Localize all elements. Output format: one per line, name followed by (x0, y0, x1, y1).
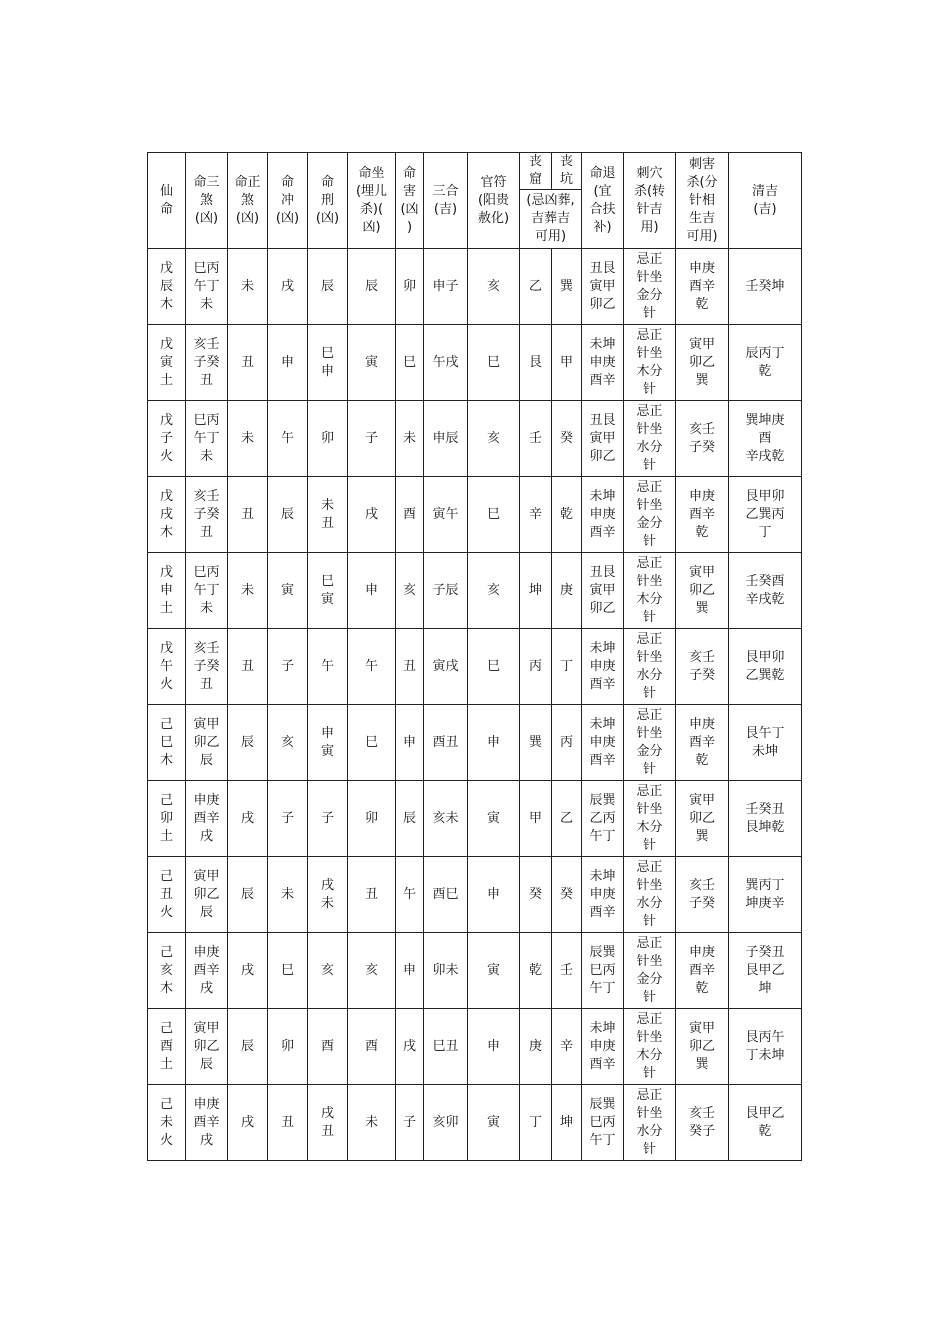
cell-xing: 巳 申 (308, 325, 348, 401)
cell-sang-keng: 辛 (552, 1009, 582, 1085)
cell-zuo: 戌 (348, 477, 396, 553)
cell-sang-keng: 坤 (552, 1085, 582, 1161)
table-row (148, 401, 802, 477)
cell-sang-keng: 庚 (552, 553, 582, 629)
cell-xianming: 己 亥 木 (148, 933, 186, 1009)
cell-san-he: 申辰 (424, 401, 468, 477)
cell-qing-ji: 艮甲乙 乾 (729, 1085, 802, 1161)
cell-sang-keng: 乙 (552, 781, 582, 857)
cell-hai: 未 (396, 401, 424, 477)
cell-san-sha: 亥壬 子癸 丑 (186, 629, 228, 705)
cell-chong: 卯 (268, 1009, 308, 1085)
cell-san-sha: 申庚 酉辛 戌 (186, 1085, 228, 1161)
cell-zheng-sha: 戌 (228, 781, 268, 857)
cell-zheng-sha: 戌 (228, 933, 268, 1009)
cell-zheng-sha: 戌 (228, 1085, 268, 1161)
cell-qing-ji: 巽丙丁 坤庚辛 (729, 857, 802, 933)
cell-ci-xue: 忌正 针坐 金分 针 (624, 249, 676, 325)
header-xianming: 仙 命 (148, 153, 186, 249)
header-sang-keng: 丧 坑 (552, 153, 582, 190)
cell-qing-ji: 辰丙丁 乾 (729, 325, 802, 401)
cell-zuo: 巳 (348, 705, 396, 781)
cell-sang-ku: 乾 (520, 933, 552, 1009)
cell-ci-xue: 忌正 针坐 金分 针 (624, 477, 676, 553)
cell-zuo: 辰 (348, 249, 396, 325)
cell-qing-ji: 艮丙午 丁未坤 (729, 1009, 802, 1085)
table-row (148, 1085, 802, 1161)
cell-san-sha: 申庚 酉辛 戌 (186, 781, 228, 857)
cell-xing: 戌 未 (308, 857, 348, 933)
cell-xianming: 己 丑 火 (148, 857, 186, 933)
table-row (148, 629, 802, 705)
cell-ci-hai: 亥壬 癸子 (676, 1085, 729, 1161)
cell-sang-ku: 巽 (520, 705, 552, 781)
cell-tui: 未坤 申庚 酉辛 (582, 857, 624, 933)
cell-san-he: 巳丑 (424, 1009, 468, 1085)
cell-ci-xue: 忌正 针坐 水分 针 (624, 857, 676, 933)
cell-guan-fu: 寅 (468, 1085, 520, 1161)
cell-sang-keng: 壬 (552, 933, 582, 1009)
cell-sang-ku: 壬 (520, 401, 552, 477)
cell-zheng-sha: 辰 (228, 1009, 268, 1085)
cell-guan-fu: 寅 (468, 781, 520, 857)
cell-sang-ku: 丙 (520, 629, 552, 705)
cell-guan-fu: 申 (468, 705, 520, 781)
cell-ci-hai: 申庚 酉辛 乾 (676, 249, 729, 325)
cell-guan-fu: 申 (468, 857, 520, 933)
cell-tui: 丑艮 寅甲 卯乙 (582, 401, 624, 477)
header-ming-xing: 命 刑 (凶) (308, 153, 348, 249)
cell-san-he: 亥未 (424, 781, 468, 857)
cell-ci-xue: 忌正 针坐 木分 针 (624, 1009, 676, 1085)
cell-qing-ji: 艮午丁 未坤 (729, 705, 802, 781)
cell-xing: 卯 (308, 401, 348, 477)
cell-guan-fu: 巳 (468, 477, 520, 553)
cell-zuo: 亥 (348, 933, 396, 1009)
header-ci-xue-sha: 刺穴 杀(转 针吉 用) (624, 153, 676, 249)
cell-san-he: 卯未 (424, 933, 468, 1009)
cell-san-he: 寅戌 (424, 629, 468, 705)
header-guan-fu: 官符 (阳贵 赦化) (468, 153, 520, 249)
cell-xianming: 己 酉 土 (148, 1009, 186, 1085)
cell-tui: 丑艮 寅甲 卯乙 (582, 553, 624, 629)
cell-zuo: 未 (348, 1085, 396, 1161)
cell-ci-hai: 申庚 酉辛 乾 (676, 933, 729, 1009)
cell-xing: 巳 寅 (308, 553, 348, 629)
cell-san-sha: 巳丙 午丁 未 (186, 401, 228, 477)
header-sang-ku: 丧 窟 (520, 153, 552, 190)
cell-ci-hai: 寅甲 卯乙 巽 (676, 553, 729, 629)
cell-ci-xue: 忌正 针坐 木分 针 (624, 781, 676, 857)
header-ming-zheng-sha: 命正 煞 (凶) (228, 153, 268, 249)
cell-tui: 未坤 申庚 酉辛 (582, 705, 624, 781)
cell-hai: 亥 (396, 553, 424, 629)
cell-zheng-sha: 未 (228, 249, 268, 325)
cell-tui: 辰巽 巳丙 午丁 (582, 933, 624, 1009)
cell-san-he: 子辰 (424, 553, 468, 629)
cell-ci-xue: 忌正 针坐 木分 针 (624, 553, 676, 629)
cell-ci-xue: 忌正 针坐 木分 针 (624, 325, 676, 401)
cell-chong: 丑 (268, 1085, 308, 1161)
cell-xianming: 戊 戌 木 (148, 477, 186, 553)
cell-zuo: 子 (348, 401, 396, 477)
cell-sang-ku: 艮 (520, 325, 552, 401)
cell-xianming: 戊 午 火 (148, 629, 186, 705)
cell-guan-fu: 寅 (468, 933, 520, 1009)
cell-xing: 午 (308, 629, 348, 705)
cell-hai: 酉 (396, 477, 424, 553)
cell-guan-fu: 亥 (468, 553, 520, 629)
header-ming-hai: 命 害 (凶 ) (396, 153, 424, 249)
cell-san-sha: 巳丙 午丁 未 (186, 553, 228, 629)
cell-zuo: 午 (348, 629, 396, 705)
table-row (148, 705, 802, 781)
cell-sang-ku: 癸 (520, 857, 552, 933)
cell-san-sha: 寅甲 卯乙 辰 (186, 857, 228, 933)
cell-xianming: 戊 辰 木 (148, 249, 186, 325)
cell-sang-ku: 庚 (520, 1009, 552, 1085)
cell-ci-hai: 亥壬 子癸 (676, 401, 729, 477)
header-qing-ji: 清吉 (吉) (729, 153, 802, 249)
cell-guan-fu: 巳 (468, 325, 520, 401)
cell-guan-fu: 亥 (468, 249, 520, 325)
cell-chong: 午 (268, 401, 308, 477)
table-row (148, 1009, 802, 1085)
cell-sang-keng: 乾 (552, 477, 582, 553)
cell-tui: 未坤 申庚 酉辛 (582, 1009, 624, 1085)
cell-qing-ji: 壬癸坤 (729, 249, 802, 325)
cell-hai: 巳 (396, 325, 424, 401)
cell-ci-hai: 寅甲 卯乙 巽 (676, 781, 729, 857)
cell-tui: 未坤 申庚 酉辛 (582, 325, 624, 401)
cell-qing-ji: 艮甲卯 乙巽丙 丁 (729, 477, 802, 553)
cell-zheng-sha: 未 (228, 401, 268, 477)
cell-ci-xue: 忌正 针坐 水分 针 (624, 629, 676, 705)
header-san-he: 三合 (吉) (424, 153, 468, 249)
cell-qing-ji: 壬癸酉 辛戌乾 (729, 553, 802, 629)
cell-chong: 戌 (268, 249, 308, 325)
cell-ci-xue: 忌正 针坐 金分 针 (624, 933, 676, 1009)
header-ming-zuo: 命坐 (埋儿 杀)( 凶) (348, 153, 396, 249)
cell-chong: 未 (268, 857, 308, 933)
cell-san-sha: 亥壬 子癸 丑 (186, 477, 228, 553)
cell-zheng-sha: 辰 (228, 857, 268, 933)
cell-san-he: 午戌 (424, 325, 468, 401)
cell-san-sha: 寅甲 卯乙 辰 (186, 705, 228, 781)
cell-san-he: 酉巳 (424, 857, 468, 933)
cell-zheng-sha: 丑 (228, 629, 268, 705)
cell-sang-keng: 癸 (552, 857, 582, 933)
header-ming-chong: 命 冲 (凶) (268, 153, 308, 249)
cell-hai: 辰 (396, 781, 424, 857)
cell-ci-hai: 亥壬 子癸 (676, 857, 729, 933)
cell-hai: 卯 (396, 249, 424, 325)
header-sang-note: (忌凶葬, 吉葬吉 可用) (520, 190, 582, 249)
cell-tui: 未坤 申庚 酉辛 (582, 629, 624, 705)
cell-guan-fu: 亥 (468, 401, 520, 477)
table-row (148, 857, 802, 933)
cell-sang-ku: 乙 (520, 249, 552, 325)
cell-tui: 辰巽 乙丙 午丁 (582, 781, 624, 857)
cell-ci-hai: 寅甲 卯乙 巽 (676, 325, 729, 401)
cell-zuo: 寅 (348, 325, 396, 401)
cell-xing: 申 寅 (308, 705, 348, 781)
cell-xing: 未 丑 (308, 477, 348, 553)
cell-ci-hai: 申庚 酉辛 乾 (676, 477, 729, 553)
cell-qing-ji: 壬癸丑 艮坤乾 (729, 781, 802, 857)
cell-ci-hai: 寅甲 卯乙 巽 (676, 1009, 729, 1085)
cell-hai: 申 (396, 933, 424, 1009)
cell-chong: 子 (268, 781, 308, 857)
cell-sang-ku: 辛 (520, 477, 552, 553)
cell-hai: 戌 (396, 1009, 424, 1085)
cell-chong: 寅 (268, 553, 308, 629)
cell-tui: 辰巽 巳丙 午丁 (582, 1085, 624, 1161)
cell-sang-ku: 坤 (520, 553, 552, 629)
cell-qing-ji: 子癸丑 艮甲乙 坤 (729, 933, 802, 1009)
table-row (148, 249, 802, 325)
cell-sang-keng: 巽 (552, 249, 582, 325)
cell-qing-ji: 艮甲卯 乙巽乾 (729, 629, 802, 705)
cell-zuo: 申 (348, 553, 396, 629)
cell-zheng-sha: 丑 (228, 477, 268, 553)
cell-sang-keng: 甲 (552, 325, 582, 401)
cell-san-sha: 巳丙 午丁 未 (186, 249, 228, 325)
cell-hai: 午 (396, 857, 424, 933)
cell-chong: 亥 (268, 705, 308, 781)
cell-san-sha: 寅甲 卯乙 辰 (186, 1009, 228, 1085)
cell-sang-keng: 癸 (552, 401, 582, 477)
cell-xing: 辰 (308, 249, 348, 325)
cell-xing: 戌 丑 (308, 1085, 348, 1161)
cell-zuo: 卯 (348, 781, 396, 857)
cell-guan-fu: 巳 (468, 629, 520, 705)
cell-xing: 酉 (308, 1009, 348, 1085)
header-ming-tui: 命退 (宜 合扶 补) (582, 153, 624, 249)
cell-hai: 子 (396, 1085, 424, 1161)
feng-shui-table (147, 152, 802, 1161)
cell-xianming: 戊 申 土 (148, 553, 186, 629)
cell-san-he: 申子 (424, 249, 468, 325)
cell-san-he: 亥卯 (424, 1085, 468, 1161)
header-ci-hai-sha: 刺害 杀(分 针相 生吉 可用) (676, 153, 729, 249)
cell-san-sha: 亥壬 子癸 丑 (186, 325, 228, 401)
cell-zheng-sha: 丑 (228, 325, 268, 401)
cell-sang-keng: 丙 (552, 705, 582, 781)
cell-ci-xue: 忌正 针坐 金分 针 (624, 705, 676, 781)
cell-tui: 丑艮 寅甲 卯乙 (582, 249, 624, 325)
table-row (148, 477, 802, 553)
cell-tui: 未坤 申庚 酉辛 (582, 477, 624, 553)
table-row (148, 781, 802, 857)
table-row (148, 933, 802, 1009)
cell-zheng-sha: 辰 (228, 705, 268, 781)
cell-qing-ji: 巽坤庚 酉 辛戌乾 (729, 401, 802, 477)
cell-ci-hai: 亥壬 子癸 (676, 629, 729, 705)
cell-zheng-sha: 未 (228, 553, 268, 629)
cell-xianming: 己 卯 土 (148, 781, 186, 857)
cell-chong: 申 (268, 325, 308, 401)
header-row (148, 153, 802, 190)
cell-ci-xue: 忌正 针坐 水分 针 (624, 401, 676, 477)
cell-xing: 子 (308, 781, 348, 857)
cell-xianming: 戊 寅 土 (148, 325, 186, 401)
cell-ci-xue: 忌正 针坐 水分 针 (624, 1085, 676, 1161)
cell-sang-keng: 丁 (552, 629, 582, 705)
cell-san-he: 寅午 (424, 477, 468, 553)
cell-xing: 亥 (308, 933, 348, 1009)
table-row (148, 553, 802, 629)
cell-san-he: 酉丑 (424, 705, 468, 781)
cell-sang-ku: 丁 (520, 1085, 552, 1161)
cell-chong: 辰 (268, 477, 308, 553)
cell-ci-hai: 申庚 酉辛 乾 (676, 705, 729, 781)
cell-guan-fu: 申 (468, 1009, 520, 1085)
cell-xianming: 戊 子 火 (148, 401, 186, 477)
cell-san-sha: 申庚 酉辛 戌 (186, 933, 228, 1009)
table-row (148, 325, 802, 401)
header-ming-san-sha: 命三 煞 (凶) (186, 153, 228, 249)
cell-sang-ku: 甲 (520, 781, 552, 857)
cell-chong: 子 (268, 629, 308, 705)
cell-zuo: 丑 (348, 857, 396, 933)
cell-zuo: 酉 (348, 1009, 396, 1085)
cell-xianming: 己 巳 木 (148, 705, 186, 781)
cell-chong: 巳 (268, 933, 308, 1009)
cell-hai: 申 (396, 705, 424, 781)
cell-hai: 丑 (396, 629, 424, 705)
cell-xianming: 己 未 火 (148, 1085, 186, 1161)
